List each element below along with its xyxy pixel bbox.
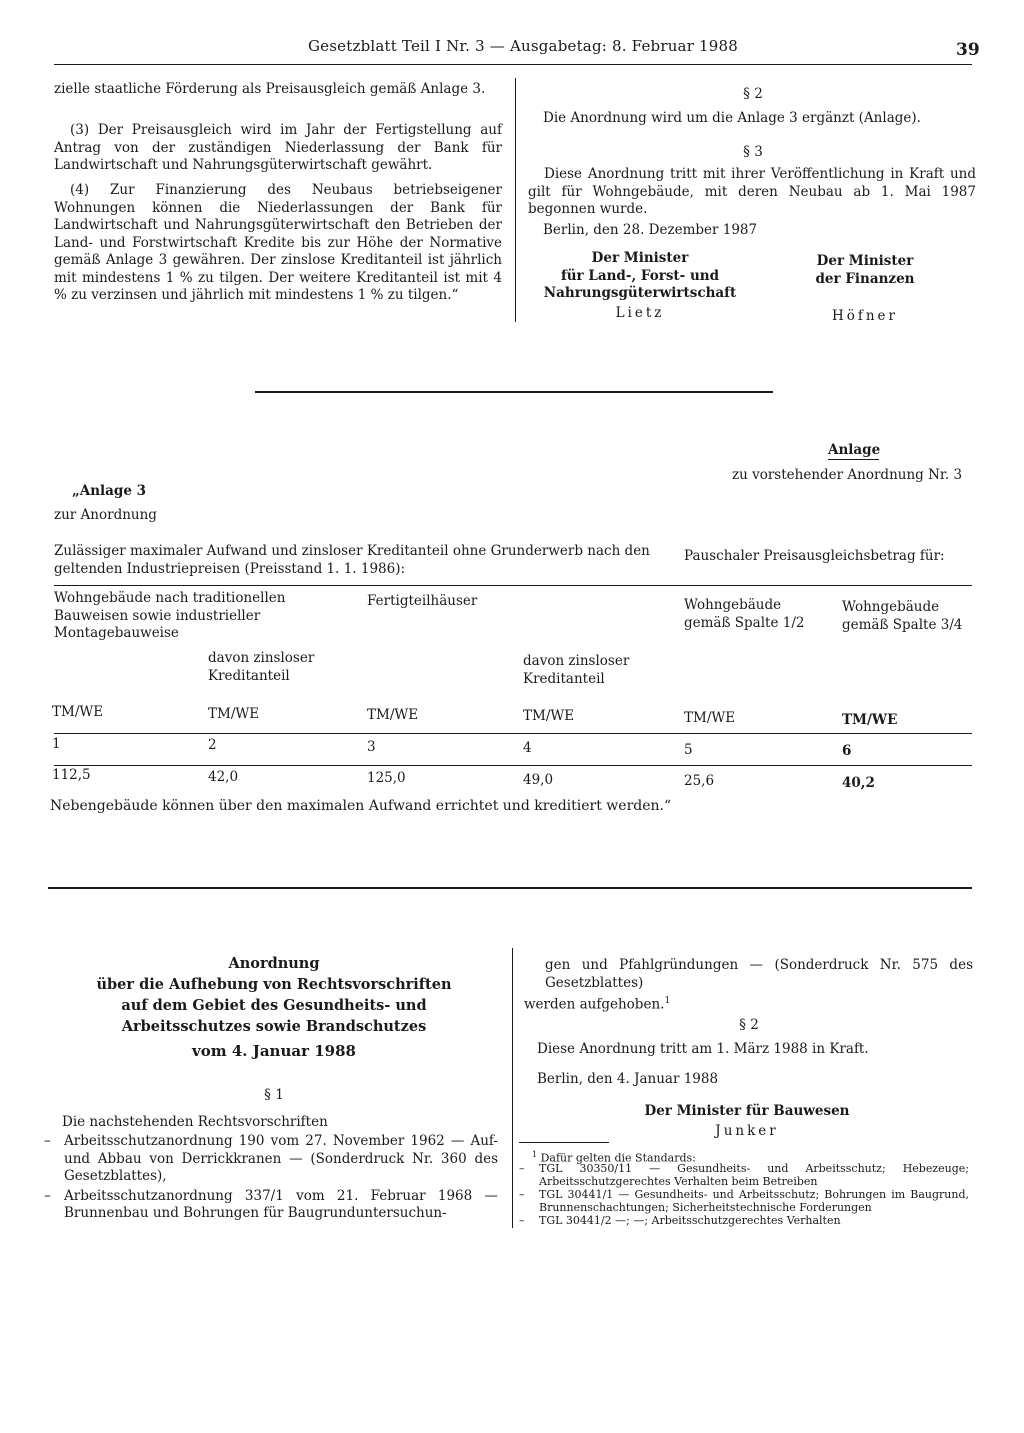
footnote-rule [519, 1142, 609, 1143]
page-number: 39 [956, 40, 980, 60]
ordinance-title-2: über die Aufhebung von Rechtsvorschriften [96, 976, 452, 993]
top-left-para-1: zielle staatliche Förderung als Preisausgleich gemäß Anlage 3. [54, 81, 486, 97]
value-col-1: 112,5 [52, 767, 91, 783]
table-caption-left: Zulässiger maximaler Aufwand und zinsloser Kreditanteil ohne Grunderwerb nach den geltenden Industriepreisen (Preisstand 1. 1. 1986): [54, 543, 650, 577]
ord-place-date: Berlin, den 4. Januar 1988 [537, 1071, 719, 1087]
footnote-item-2: – TGL 30441/1 — Gesundheits- und Arbeitsschutz; Bohrungen im Baugrund, Brunnenschachtungen; Sicherheitstechnische Forderungen [519, 1188, 969, 1214]
sig1-line-2: für Land-, Forst- und [560, 267, 720, 284]
sig2-line-1: Der Minister [816, 253, 914, 269]
ordinance-date: vom 4. Januar 1988 [192, 1042, 356, 1060]
unit-col-4: TM/WE [523, 708, 575, 724]
col-sub-2: davon zinsloser Kreditanteil [208, 650, 315, 684]
footnote-item-3: – TGL 30441/2 —; —; Arbeitsschutzgerechtes Verhalten [519, 1214, 969, 1227]
table-top-rule [54, 585, 972, 586]
table-note: Nebengebäude können über den maximalen Aufwand errichtet und kreditiert werden.“ [50, 798, 672, 814]
table-rule-2 [54, 733, 972, 734]
ord-sec2-text: Diese Anordnung tritt am 1. März 1988 in Kraft. [537, 1041, 869, 1057]
value-col-6: 40,2 [842, 775, 875, 791]
anlage-heading-underline [828, 459, 879, 460]
ordinance-title-3: auf dem Gebiet des Gesundheits- und [121, 997, 427, 1014]
anlage3-subtitle: zur Anordnung [54, 507, 157, 523]
section-rule-1 [255, 391, 773, 393]
colnum-2: 2 [208, 737, 217, 753]
ord-signature-title: Der Minister für Bauwesen [644, 1103, 850, 1119]
col-group-1: Wohngebäude nach traditionellen Bauweisen sowie industrieller Montagebauweise [54, 590, 286, 641]
ord-signature-name: Junker [715, 1123, 779, 1139]
sec2-text: Die Anordnung wird um die Anlage 3 ergänzt (Anlage). [543, 110, 921, 126]
ord-sec1-heading: § 1 [264, 1087, 284, 1103]
col-sub-4: davon zinsloser Kreditanteil [523, 653, 630, 687]
unit-col-2: TM/WE [208, 706, 260, 722]
anlage-subheading: zu vorstehender Anordnung Nr. 3 [732, 467, 963, 483]
colnum-1: 1 [52, 736, 61, 752]
repealed-item-2: – Arbeitsschutzanordnung 337/1 vom 21. Februar 1968 — Brunnenbau und Bohrungen für Baugrunduntersuchun- [44, 1188, 498, 1223]
sec3-heading: § 3 [743, 144, 763, 160]
anlage3-title: „Anlage 3 [72, 483, 147, 499]
colnum-6: 6 [842, 743, 852, 759]
sig1-line-1: Der Minister [591, 250, 689, 266]
footnote-number: 1 [532, 1150, 538, 1159]
ord-intro: Die nachstehenden Rechtsvorschriften [62, 1114, 328, 1130]
unit-col-5: TM/WE [684, 710, 736, 726]
running-header: Gesetzblatt Teil I Nr. 3 — Ausgabetag: 8. Februar 1988 [308, 37, 739, 55]
colnum-5: 5 [684, 742, 693, 758]
col-group-2: Fertigteilhäuser [367, 593, 478, 609]
unit-col-6: TM/WE [842, 712, 898, 728]
sig1-name: Lietz [615, 305, 665, 321]
anlage-heading: Anlage [828, 442, 881, 458]
section-rule-2 [48, 887, 972, 889]
ordinance-title-4: Arbeitsschutzes sowie Brandschutzes [121, 1018, 427, 1035]
sec2-heading: § 2 [743, 86, 763, 102]
value-col-3: 125,0 [367, 770, 406, 786]
sig2-line-2: der Finanzen [815, 270, 915, 287]
col-group-3: Wohngebäude gemäß Spalte 1/2 [684, 597, 805, 631]
col-group-4: Wohngebäude gemäß Spalte 3/4 [842, 599, 963, 633]
sig2-name: Höfner [831, 308, 899, 324]
aufgehoben-line [524, 993, 670, 1014]
value-col-2: 42,0 [208, 769, 239, 785]
footnote-ref: 1 [664, 996, 671, 1006]
unit-col-3: TM/WE [367, 707, 419, 723]
table-rule-3 [54, 765, 972, 766]
unit-col-1: TM/WE [52, 704, 104, 720]
aufgehoben-text: werden aufgehoben. [524, 996, 665, 1013]
table-caption-right: Pauschaler Preisausgleichsbetrag für: [684, 548, 945, 564]
place-date-1: Berlin, den 28. Dezember 1987 [543, 222, 758, 238]
bottom-column-divider [512, 948, 513, 1228]
top-left-para-3: (4) Zur Finanzierung des Neubaus betriebseigener Wohnungen können die Niederlassungen der Bank für Landwirtschaft und Nahrungsgüterwirtschaft den Betrieben der Land- und Forstwirtschaft Kredite bis zur Höhe der Normative gemäß Anlage 3 gewähren. Der zinslose Kreditanteil ist jährlich mit mindestens 1 % zu tilgen. Der weitere Kreditanteil ist mit 4 % zu verzinsen und jährlich mit mindestens 1 % zu tilgen.“ [54, 182, 502, 303]
footnote-intro: Dafür gelten die Standards: [540, 1151, 696, 1165]
value-col-4: 49,0 [523, 772, 554, 788]
colnum-3: 3 [367, 739, 376, 755]
sig1-line-3: Nahrungsgüterwirtschaft [543, 285, 737, 301]
footnote-item-1: – TGL 30350/11 — Gesundheits- und Arbeitsschutz; Hebezeuge; Arbeitsschutzgerechtes Verhalten beim Betreiben [519, 1162, 969, 1188]
ordinance-title-1: Anordnung [228, 955, 320, 972]
header-rule [54, 64, 972, 65]
top-column-divider [515, 78, 516, 322]
top-left-para-2: (3) Der Preisausgleich wird im Jahr der Fertigstellung auf Antrag von der zuständigen Niederlassung der Bank für Landwirtschaft und Nahrungsgüterwirtschaft gewährt. [54, 122, 502, 173]
ord-sec2-heading: § 2 [739, 1017, 759, 1033]
colnum-4: 4 [523, 740, 532, 756]
repealed-item-1: – Arbeitsschutzanordnung 190 vom 27. November 1962 — Auf- und Abbau von Derrickkranen — (Sonderdruck Nr. 360 des Gesetzblattes), [44, 1133, 498, 1186]
value-col-5: 25,6 [684, 773, 715, 789]
repealed-list [44, 1133, 498, 1223]
signature-block-2 [780, 253, 950, 288]
signature-block-1 [530, 250, 750, 303]
sec3-text: Diese Anordnung tritt mit ihrer Veröffentlichung in Kraft und gilt für Wohngebäude, mit deren Neubau ab 1. Mai 1987 begonnen wurde. [528, 166, 976, 217]
repealed-item-2-continuation: gen und Pfahlgründungen — (Sonderdruck Nr. 575 des Gesetzblattes) [545, 957, 973, 991]
footnote-list [519, 1162, 969, 1227]
ordinance-title [54, 953, 494, 1037]
